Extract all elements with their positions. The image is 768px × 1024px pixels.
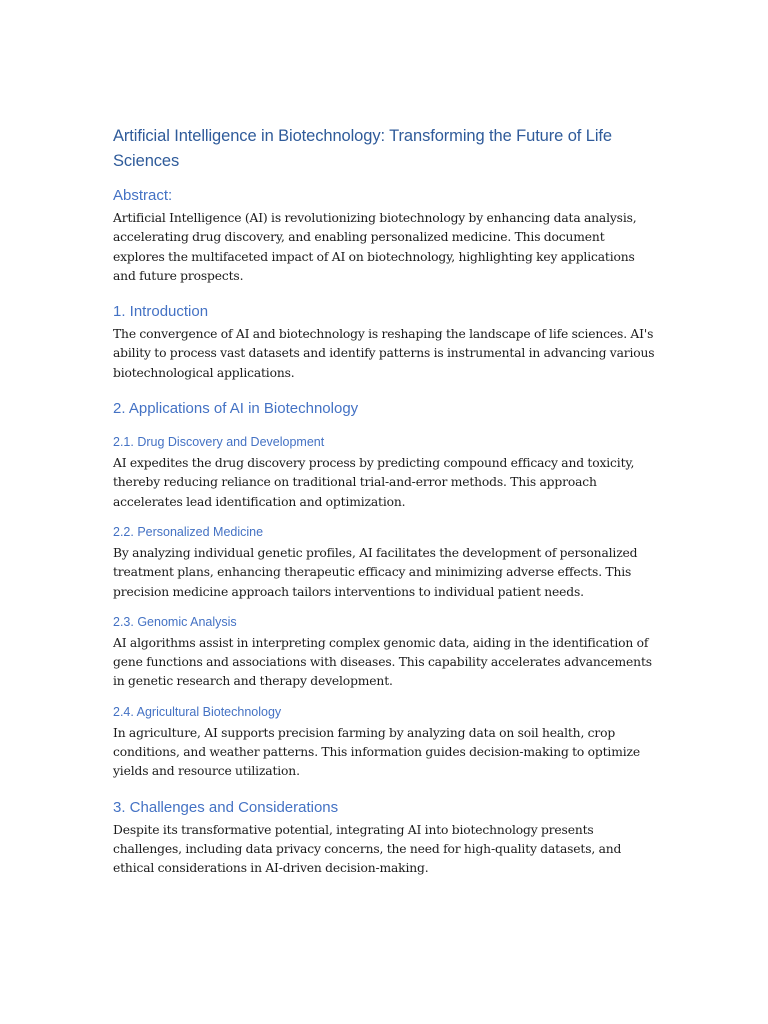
subsection-text: By analyzing individual genetic profiles, AI facilitates the development of personalized treatment plans, enhancing therapeutic efficacy and minimizing adverse effects. This precision medicine approach tailors interventions to individual patient needs. <box>113 545 638 599</box>
subsection-heading: 2.3. Genomic Analysis <box>113 614 237 629</box>
subsection-heading: 2.2. Personalized Medicine <box>113 524 264 539</box>
subsection-heading: 2.1. Drug Discovery and Development <box>113 435 325 450</box>
document-title: Artificial Intelligence in Biotechnology: Transforming the Future of Life Sciences <box>113 127 612 170</box>
challenges-heading: 3. Challenges and Considerations <box>113 798 339 816</box>
challenges-section <box>113 798 658 879</box>
subsection-text: In agriculture, AI supports precision farming by analyzing data on soil health, crop conditions, and weather patterns. This information guides decision-making to optimize yields and resource utilization. <box>113 725 640 779</box>
introduction-text: The convergence of AI and biotechnology is reshaping the landscape of life sciences. AI's ability to process vast datasets and identify patterns is instrumental in advancing various biotechnological applications. <box>113 327 655 380</box>
subsection-text: AI expedites the drug discovery process by predicting compound efficacy and toxicity, thereby reducing reliance on traditional trial-and-error methods. This approach accelerates lead identification and optimization. <box>113 456 635 509</box>
subsection-drug-discovery <box>113 434 658 512</box>
applications-section <box>113 399 658 782</box>
abstract-heading: Abstract: <box>113 187 173 204</box>
abstract-section <box>113 186 658 286</box>
challenges-text: Despite its transformative potential, integrating AI into biotechnology presents challenges, including data privacy concerns, the need for high-quality datasets, and ethical considerations in AI-driven decision-making. <box>113 822 622 876</box>
applications-heading: 2. Applications of AI in Biotechnology <box>113 400 359 418</box>
subsection-agricultural-biotechnology <box>113 704 658 782</box>
subsection-genomic-analysis <box>113 614 658 692</box>
abstract-text: Artificial Intelligence (AI) is revolutionizing biotechnology by enhancing data analysis, accelerating drug discovery, and enabling personalized medicine. This document explores the multifaceted impact of AI on biotechnology, highlighting key applications and future prospects. <box>113 211 637 283</box>
subsection-text: AI algorithms assist in interpreting complex genomic data, aiding in the identification of gene functions and associations with diseases. This capability accelerates advancements in genetic research and therapy development. <box>113 635 652 689</box>
introduction-section <box>113 302 658 383</box>
subsection-heading: 2.4. Agricultural Biotechnology <box>113 704 282 719</box>
subsection-personalized-medicine <box>113 524 658 602</box>
introduction-heading: 1. Introduction <box>113 303 209 321</box>
